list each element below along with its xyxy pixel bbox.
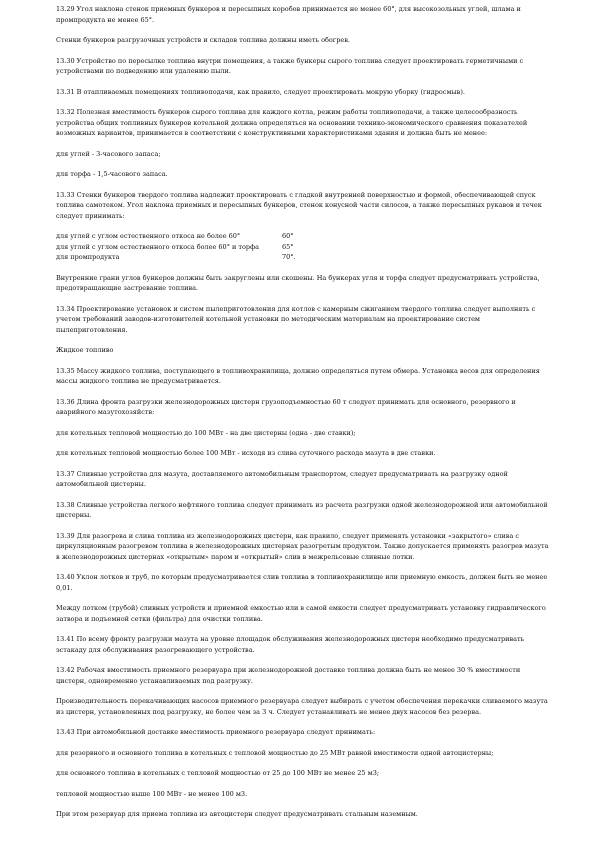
table-cell-label: для углей с углом естественного откоса более 60° и торфа	[56, 242, 260, 251]
paragraph-hydraulic-seal: Между лотком (трубой) сливных устройств и приемной емкостью или в самой емкости следует предусматривать установку гидравлического затвора и подъемной сетки (фильтра) для очистки топлива.	[56, 604, 546, 623]
table-row	[56, 231, 296, 242]
paragraph-13-37: 13.37 Сливные устройства для мазута, доставляемого автомобильным транспортом, следует предусматривать на разгрузку одной автомобильной цистерны.	[56, 469, 508, 488]
paragraph-13-34: 13.34 Проектирование установок и систем пылеприготовления для котлов с камерным сжиганием твердого топлива следует выполнять с учетом требований заводов-изготовителей котельной установки по методическим материалам на проектирование систем пылеприготовления.	[56, 304, 536, 334]
paragraph-bunker-corners: Внутренние грани углов бункеров должны быть закруглены или скошены. На бункерах угля и торфа следует предусматривать устройства, предотвращающие застревание топлива.	[56, 273, 540, 292]
paragraph-13-30: 13.30 Устройство по пересылке топлива внутри помещения, а также бункеры сырого топлива следует проектировать герметичными с устройствами по подведению или удалению пыли.	[56, 56, 524, 75]
table-row	[56, 242, 296, 253]
table-cell-label: для промпродукта	[56, 253, 120, 261]
paragraph-13-42: 13.42 Рабочая вместимость приемного резервуара при железнодорожной доставке топлива должна быть не менее 30 % вместимости цистерн, одновременно устанавливаемых под разгрузку.	[56, 666, 521, 685]
paragraph-13-39: 13.39 Для разогрева и слива топлива из железнодорожных цистерн, как правило, следует применять установки «закрытого» слива с циркуляционным разогревом топлива в железнодорожных цистернах разогретым продуктом. Также допускается применять разогрев мазута в железнодорожных цистернах «открытым» паром и «открытый» слив в межрельсовые сливные лотки.	[56, 531, 549, 561]
paragraph-pump-capacity: Производительность перекачивающих насосов приемного резервуара следует выбирать с учетом обеспечения перекачки сливаемого мазута из цистерн, установленных под разгрузку, не более чем за 3 ч. Следует устанавливать не менее двух насосов без резерва.	[56, 697, 548, 716]
paragraph-steel-tank: При этом резервуар для приема топлива из автоцистерн следует предусматривать стальным наземным.	[56, 810, 418, 818]
angles-table	[56, 231, 296, 263]
table-cell-value: 60°	[282, 232, 294, 240]
paragraph-peat-reserve: для торфа - 1,5-часового запаса.	[56, 170, 168, 178]
paragraph-13-29: 13.29 Угол наклона стенок приемных бункеров и пересыпных коробов принимается не менее 60°, для высокозольных углей, шлама и промпродукта не менее 65°.	[56, 5, 521, 24]
paragraph-bunker-heating: Стенки бункеров разгрузочных устройств и складов топлива должны иметь обогрев.	[56, 36, 350, 44]
paragraph-13-41: 13.41 По всему фронту разгрузки мазута на уровне площадок обслуживания железнодорожных цистерн необходимо предусматривать эстакаду для обслуживания разогревающего устройства.	[56, 635, 525, 654]
table-cell-label: для углей с углом естественного откоса не более 60°	[56, 232, 241, 240]
paragraph-coal-reserve: для углей - 3-часового запаса;	[56, 149, 161, 158]
table-cell-value: 70°.	[282, 253, 296, 261]
paragraph-main-25-100mw: для основного топлива в котельных с тепловой мощностью от 25 до 100 МВт не менее 25 м3;	[56, 769, 380, 777]
table-row	[56, 252, 296, 263]
paragraph-13-33: 13.33 Стенки бункеров твердого топлива надлежит проектировать с гладкой внутренней поверхностью и формой, обеспечивающей спуск топлива самотеком. Угол наклона приемных и пересыпных бункеров, стенок конусной части силосов, а также пересыпных рукавов и течек следует принимать:	[56, 190, 542, 220]
paragraph-13-35: 13.35 Массу жидкого топлива, поступающего в топливохранилища, должно определяться путем обмера. Установка весов для определения массы жидкого топлива не предусматривается.	[56, 366, 540, 385]
paragraph-13-40: 13.40 Уклон лотков и труб, по которым предусматривается слив топлива в топливохранилище или приемную емкость, должен быть не менее 0,01.	[56, 573, 548, 592]
table-cell-value: 65°	[282, 242, 294, 251]
paragraph-13-38: 13.38 Сливные устройства легкого нефтяного топлива следует принимать из расчета разгрузки одной железнодорожной или автомобильной цистерны.	[56, 500, 548, 519]
paragraph-13-32: 13.32 Полезная вместимость бункеров сырого топлива для каждого котла, режим работы топливоподачи, а также целесообразность устройства общих топливных бункеров котельной должна определяться на основании технико-экономического сравнения показателей возможных вариантов, принимается в соответствии с конструктивными характеристиками здания и должна быть не менее:	[56, 108, 528, 137]
paragraph-13-36: 13.36 Длина фронта разгрузки железнодорожных цистерн грузоподъемностью 60 т следует принимать для основного, резервного и аварийного мазутохозяйств:	[56, 397, 516, 416]
paragraph-up-to-100mw: для котельных тепловой мощностью до 100 МВт - на две цистерны (одна - две ставки);	[56, 428, 356, 437]
paragraph-over-100mw: для котельных тепловой мощностью более 100 МВт - исходя из слива суточного расхода мазута в две ставки.	[56, 449, 436, 457]
paragraph-13-31: 13.31 В отапливаемых помещениях топливоподачи, как правило, следует проектировать мокрую уборку (гидросмыв).	[56, 87, 465, 96]
paragraph-13-43: 13.43 При автомобильной доставке вместимость приемного резервуара следует принимать:	[56, 728, 376, 736]
paragraph-reserve-up-to-25mw: для резервного и основного топлива в котельных с тепловой мощностью до 25 МВт равной вместимости одной автоцистерны;	[56, 748, 494, 757]
paragraph-over-100mw-volume: тепловой мощностью выше 100 МВт - не менее 100 м3.	[56, 789, 248, 798]
section-heading-liquid-fuel: Жидкое топливо	[56, 346, 114, 354]
